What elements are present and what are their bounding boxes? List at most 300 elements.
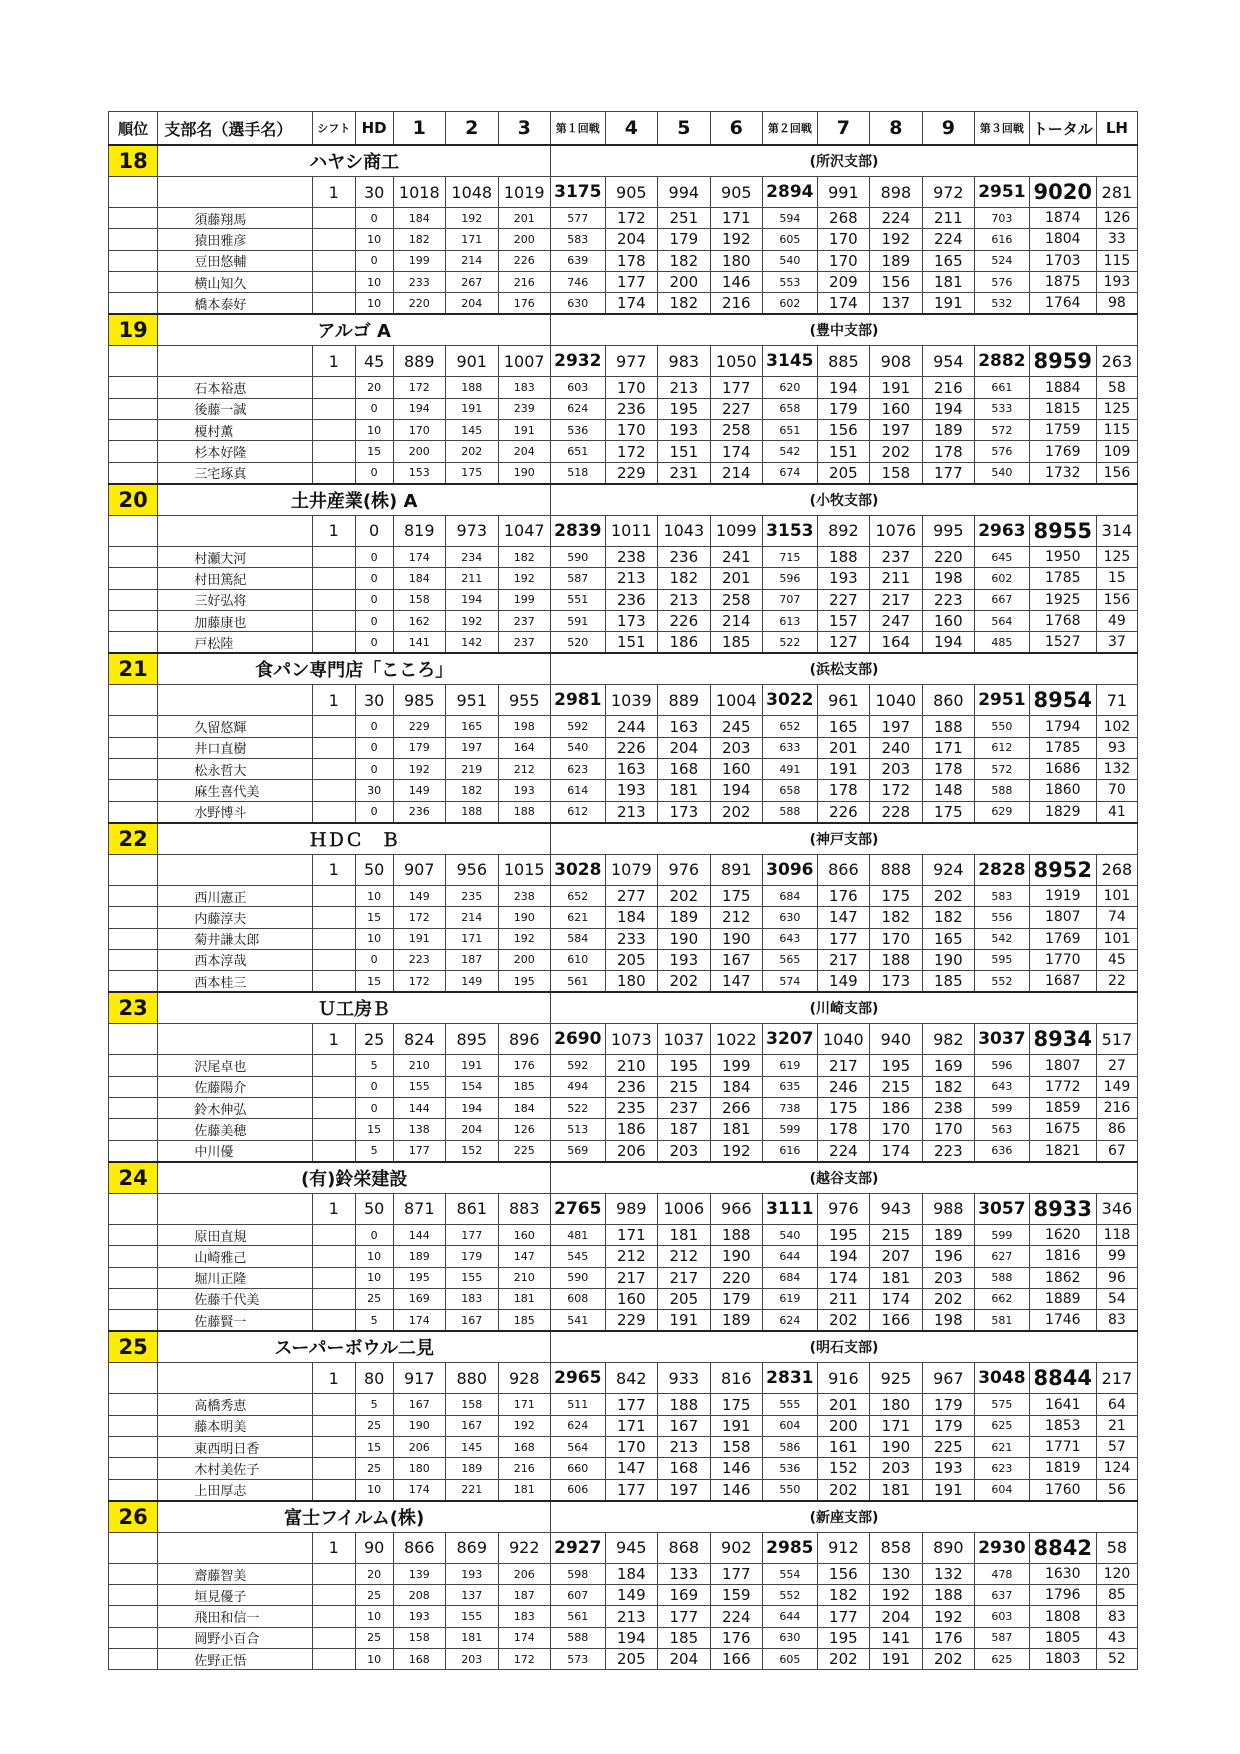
team-round-3: 3048 (975, 1363, 1030, 1394)
player-game: 210 (605, 1055, 657, 1076)
player-round-3: 556 (975, 907, 1030, 928)
player-game: 229 (393, 716, 445, 737)
player-game: 146 (710, 1479, 762, 1501)
player-shift-empty (312, 462, 355, 484)
player-game: 133 (658, 1563, 710, 1584)
player-shift-empty (312, 737, 355, 758)
player-game: 239 (498, 398, 550, 419)
player-name: 高橋秀恵 (158, 1394, 312, 1415)
player-row (109, 1436, 1138, 1457)
player-game: 173 (605, 610, 657, 631)
player-game: 251 (658, 208, 710, 229)
player-round-1: 651 (550, 441, 605, 462)
player-game: 214 (710, 462, 762, 484)
player-game: 236 (605, 589, 657, 610)
player-game: 176 (710, 1627, 762, 1648)
player-round-2: 605 (763, 1649, 818, 1670)
player-row (109, 1563, 1138, 1584)
team-game: 1037 (658, 1024, 710, 1055)
player-game: 130 (870, 1563, 922, 1584)
player-game: 141 (393, 632, 445, 654)
player-total: 1687 (1029, 971, 1096, 993)
player-lh: 86 (1096, 1119, 1137, 1140)
player-game: 174 (393, 546, 445, 567)
player-name: 佐藤美穂 (158, 1119, 312, 1140)
player-name: 東西明日香 (158, 1436, 312, 1457)
player-total: 1760 (1029, 1479, 1096, 1501)
player-game: 171 (605, 1224, 657, 1245)
player-lh: 41 (1096, 801, 1137, 823)
player-game: 157 (817, 610, 869, 631)
player-hd: 10 (355, 885, 393, 906)
player-lh: 101 (1096, 928, 1137, 949)
player-game: 233 (605, 928, 657, 949)
team-lh: 263 (1096, 346, 1137, 377)
player-total: 1874 (1029, 208, 1096, 229)
player-game: 198 (922, 1310, 974, 1332)
player-game: 183 (446, 1288, 498, 1309)
player-round-2: 644 (763, 1606, 818, 1627)
player-row (109, 1140, 1138, 1162)
player-round-2: 522 (763, 632, 818, 654)
player-game: 147 (817, 907, 869, 928)
player-total: 1785 (1029, 737, 1096, 758)
player-game: 181 (498, 1479, 550, 1501)
player-hd: 15 (355, 441, 393, 462)
player-lh: 149 (1096, 1076, 1137, 1097)
player-shift-empty (312, 1098, 355, 1119)
team-total-row (109, 1024, 1138, 1055)
player-game: 137 (446, 1585, 498, 1606)
player-round-1: 584 (550, 928, 605, 949)
player-total: 1803 (1029, 1649, 1096, 1670)
player-game: 184 (498, 1098, 550, 1119)
player-round-2: 553 (763, 271, 818, 292)
player-rank-empty (109, 1224, 158, 1245)
team-game: 922 (498, 1532, 550, 1563)
team-game: 871 (393, 1193, 445, 1224)
player-game: 224 (710, 1606, 762, 1627)
player-round-2: 630 (763, 1627, 818, 1648)
team-round-2: 2894 (763, 177, 818, 208)
player-game: 189 (870, 250, 922, 271)
player-game: 188 (922, 716, 974, 737)
player-round-1: 660 (550, 1458, 605, 1479)
team-header-row (109, 823, 1138, 855)
player-name: 内藤淳夫 (158, 907, 312, 928)
player-name: 西本淳哉 (158, 949, 312, 970)
player-game: 258 (710, 589, 762, 610)
player-hd: 0 (355, 1224, 393, 1245)
player-game: 202 (658, 971, 710, 993)
player-round-2: 613 (763, 610, 818, 631)
player-game: 202 (870, 441, 922, 462)
player-game: 174 (870, 1288, 922, 1309)
player-hd: 20 (355, 377, 393, 398)
team-header-row (109, 314, 1138, 346)
player-name: 猿田雅彦 (158, 229, 312, 250)
player-round-3: 478 (975, 1563, 1030, 1584)
player-game: 204 (446, 1119, 498, 1140)
player-round-2: 574 (763, 971, 818, 993)
player-game: 188 (922, 1585, 974, 1606)
player-round-2: 536 (763, 1458, 818, 1479)
player-game: 233 (393, 271, 445, 292)
team-lh: 517 (1096, 1024, 1137, 1055)
player-round-1: 561 (550, 971, 605, 993)
player-shift-empty (312, 801, 355, 823)
player-game: 213 (658, 377, 710, 398)
player-game: 212 (605, 1246, 657, 1267)
player-game: 190 (498, 907, 550, 928)
player-name: 松永哲大 (158, 759, 312, 780)
player-round-1: 561 (550, 1606, 605, 1627)
player-round-3: 602 (975, 568, 1030, 589)
player-hd: 0 (355, 949, 393, 970)
player-round-1: 564 (550, 1436, 605, 1457)
player-game: 184 (393, 208, 445, 229)
player-game: 211 (870, 568, 922, 589)
player-game: 188 (870, 949, 922, 970)
player-shift-empty (312, 949, 355, 970)
player-game: 171 (605, 1415, 657, 1436)
player-round-2: 715 (763, 546, 818, 567)
player-hd: 10 (355, 928, 393, 949)
player-total: 1808 (1029, 1606, 1096, 1627)
player-game: 235 (446, 885, 498, 906)
total-rank-empty (109, 1363, 158, 1394)
player-rank-empty (109, 1076, 158, 1097)
player-game: 185 (658, 1627, 710, 1648)
player-game: 177 (605, 1394, 657, 1415)
team-total: 8934 (1029, 1024, 1096, 1055)
player-row (109, 208, 1138, 229)
player-hd: 0 (355, 398, 393, 419)
player-rank-empty (109, 1140, 158, 1162)
player-game: 192 (498, 1415, 550, 1436)
player-shift-empty (312, 1267, 355, 1288)
player-hd: 25 (355, 1415, 393, 1436)
player-game: 148 (922, 780, 974, 801)
player-shift-empty (312, 971, 355, 993)
player-game: 172 (393, 377, 445, 398)
player-game: 156 (870, 271, 922, 292)
team-round-3: 2828 (975, 854, 1030, 885)
header-name: 支部名（選手名） (158, 112, 312, 146)
player-name: 井口直樹 (158, 737, 312, 758)
player-shift-empty (312, 759, 355, 780)
total-name-empty (158, 854, 312, 885)
team-game: 819 (393, 515, 445, 546)
player-hd: 15 (355, 971, 393, 993)
player-name: 藤本明美 (158, 1415, 312, 1436)
player-game: 197 (446, 737, 498, 758)
player-lh: 43 (1096, 1627, 1137, 1648)
player-round-1: 511 (550, 1394, 605, 1415)
player-hd: 10 (355, 1649, 393, 1670)
player-name: 西本桂三 (158, 971, 312, 993)
team-game: 1040 (817, 1024, 869, 1055)
player-game: 170 (605, 1436, 657, 1457)
team-total-row (109, 854, 1138, 885)
player-total: 1807 (1029, 1055, 1096, 1076)
player-game: 163 (605, 759, 657, 780)
player-round-3: 588 (975, 1267, 1030, 1288)
player-lh: 132 (1096, 759, 1137, 780)
player-round-3: 604 (975, 1479, 1030, 1501)
player-rank-empty (109, 1649, 158, 1670)
player-name: 榎村薫 (158, 420, 312, 441)
team-shift: 1 (312, 854, 355, 885)
player-game: 216 (498, 1458, 550, 1479)
player-game: 205 (658, 1288, 710, 1309)
player-game: 172 (393, 907, 445, 928)
player-game: 174 (498, 1627, 550, 1648)
player-game: 156 (817, 1563, 869, 1584)
total-name-empty (158, 1532, 312, 1563)
player-rank-empty (109, 759, 158, 780)
player-game: 181 (710, 1119, 762, 1140)
player-game: 191 (498, 420, 550, 441)
player-round-3: 621 (975, 1436, 1030, 1457)
player-name: 横山知久 (158, 271, 312, 292)
player-lh: 125 (1096, 398, 1137, 419)
player-row (109, 250, 1138, 271)
player-game: 195 (817, 1224, 869, 1245)
player-game: 147 (710, 971, 762, 993)
player-round-3: 572 (975, 759, 1030, 780)
player-hd: 30 (355, 780, 393, 801)
player-lh: 83 (1096, 1606, 1137, 1627)
player-game: 177 (817, 928, 869, 949)
player-game: 210 (498, 1267, 550, 1288)
team-round-3: 2951 (975, 685, 1030, 716)
team-game: 1073 (605, 1024, 657, 1055)
player-round-1: 522 (550, 1098, 605, 1119)
player-game: 192 (870, 229, 922, 250)
player-game: 195 (658, 398, 710, 419)
player-total: 1772 (1029, 1076, 1096, 1097)
player-rank-empty (109, 1310, 158, 1332)
player-rank-empty (109, 1288, 158, 1309)
player-game: 206 (605, 1140, 657, 1162)
player-shift-empty (312, 1055, 355, 1076)
player-game: 193 (393, 1606, 445, 1627)
player-hd: 0 (355, 462, 393, 484)
branch-name: (豊中支部) (550, 314, 1137, 346)
player-game: 158 (870, 462, 922, 484)
team-game: 991 (817, 177, 869, 208)
player-shift-empty (312, 1119, 355, 1140)
table-header (109, 112, 1138, 146)
player-name: 村田篤紀 (158, 568, 312, 589)
rank-badge: 18 (109, 145, 158, 177)
player-game: 179 (922, 1415, 974, 1436)
total-rank-empty (109, 177, 158, 208)
player-game: 191 (870, 377, 922, 398)
player-hd: 15 (355, 1436, 393, 1457)
player-game: 211 (817, 1288, 869, 1309)
player-game: 181 (922, 271, 974, 292)
player-round-2: 550 (763, 1479, 818, 1501)
player-game: 194 (446, 589, 498, 610)
player-game: 160 (710, 759, 762, 780)
player-name: 岡野小百合 (158, 1627, 312, 1648)
player-game: 184 (605, 907, 657, 928)
player-game: 203 (658, 1140, 710, 1162)
team-round-3: 3037 (975, 1024, 1030, 1055)
player-row (109, 1627, 1138, 1648)
player-hd: 0 (355, 759, 393, 780)
player-game: 144 (393, 1224, 445, 1245)
team-round-3: 2963 (975, 515, 1030, 546)
team-lh: 71 (1096, 685, 1137, 716)
player-game: 189 (658, 907, 710, 928)
team-hd: 90 (355, 1532, 393, 1563)
player-hd: 10 (355, 1267, 393, 1288)
player-game: 236 (393, 801, 445, 823)
player-rank-empty (109, 610, 158, 631)
player-round-1: 621 (550, 907, 605, 928)
player-hd: 10 (355, 293, 393, 315)
team-game: 982 (922, 1024, 974, 1055)
player-lh: 98 (1096, 293, 1137, 315)
player-name: 佐藤陽介 (158, 1076, 312, 1097)
player-game: 173 (658, 801, 710, 823)
header-round-2: 第２回戦 (763, 112, 818, 146)
player-game: 183 (498, 1606, 550, 1627)
header-game-7: 7 (817, 112, 869, 146)
team-total: 8952 (1029, 854, 1096, 885)
player-game: 190 (710, 1246, 762, 1267)
player-lh: 70 (1096, 780, 1137, 801)
player-row (109, 1055, 1138, 1076)
player-game: 212 (498, 759, 550, 780)
player-game: 213 (658, 589, 710, 610)
player-game: 145 (446, 1436, 498, 1457)
player-game: 151 (817, 441, 869, 462)
team-game: 908 (870, 346, 922, 377)
player-shift-empty (312, 271, 355, 292)
player-lh: 15 (1096, 568, 1137, 589)
team-game: 880 (446, 1363, 498, 1394)
player-game: 176 (922, 1627, 974, 1648)
player-game: 178 (817, 1119, 869, 1140)
team-game: 972 (922, 177, 974, 208)
player-row (109, 1585, 1138, 1606)
player-game: 132 (922, 1563, 974, 1584)
player-game: 181 (658, 780, 710, 801)
player-round-3: 564 (975, 610, 1030, 631)
player-lh: 54 (1096, 1288, 1137, 1309)
team-round-2: 2985 (763, 1532, 818, 1563)
player-shift-empty (312, 1076, 355, 1097)
total-rank-empty (109, 1024, 158, 1055)
team-game: 1076 (870, 515, 922, 546)
branch-name: (神戸支部) (550, 823, 1137, 855)
team-shift: 1 (312, 1363, 355, 1394)
player-round-2: 542 (763, 441, 818, 462)
player-row (109, 759, 1138, 780)
player-game: 198 (498, 716, 550, 737)
player-rank-empty (109, 546, 158, 567)
player-game: 155 (393, 1076, 445, 1097)
player-round-3: 623 (975, 1458, 1030, 1479)
player-total: 1769 (1029, 928, 1096, 949)
player-total: 1860 (1029, 780, 1096, 801)
player-game: 227 (710, 398, 762, 419)
player-row (109, 801, 1138, 823)
player-name: 垣見優子 (158, 1585, 312, 1606)
player-game: 167 (446, 1415, 498, 1436)
player-lh: 56 (1096, 1479, 1137, 1501)
branch-name: (川崎支部) (550, 992, 1137, 1024)
player-game: 201 (817, 737, 869, 758)
player-round-1: 481 (550, 1224, 605, 1245)
player-round-1: 591 (550, 610, 605, 631)
team-game: 1019 (498, 177, 550, 208)
team-game: 989 (605, 1193, 657, 1224)
player-game: 198 (922, 568, 974, 589)
player-game: 182 (658, 250, 710, 271)
player-round-2: 552 (763, 1585, 818, 1606)
player-hd: 5 (355, 1140, 393, 1162)
player-shift-empty (312, 928, 355, 949)
player-round-1: 518 (550, 462, 605, 484)
player-game: 188 (710, 1224, 762, 1245)
player-round-2: 596 (763, 568, 818, 589)
team-game: 956 (446, 854, 498, 885)
player-round-2: 540 (763, 250, 818, 271)
player-row (109, 462, 1138, 484)
player-row (109, 1098, 1138, 1119)
player-game: 168 (658, 1458, 710, 1479)
player-round-3: 667 (975, 589, 1030, 610)
player-round-1: 587 (550, 568, 605, 589)
player-shift-empty (312, 780, 355, 801)
player-game: 211 (446, 568, 498, 589)
player-hd: 15 (355, 1119, 393, 1140)
team-total-row (109, 685, 1138, 716)
player-row (109, 610, 1138, 631)
player-round-1: 623 (550, 759, 605, 780)
player-game: 170 (605, 377, 657, 398)
player-game: 228 (870, 801, 922, 823)
player-game: 192 (710, 1140, 762, 1162)
team-total-row (109, 346, 1138, 377)
player-round-2: 633 (763, 737, 818, 758)
player-round-3: 532 (975, 293, 1030, 315)
player-name: 佐藤千代美 (158, 1288, 312, 1309)
player-game: 180 (870, 1394, 922, 1415)
player-game: 165 (922, 250, 974, 271)
player-game: 229 (605, 1310, 657, 1332)
player-row (109, 1288, 1138, 1309)
player-game: 182 (817, 1585, 869, 1606)
player-rank-empty (109, 589, 158, 610)
player-game: 192 (498, 928, 550, 949)
team-game: 933 (658, 1363, 710, 1394)
player-game: 147 (605, 1458, 657, 1479)
player-game: 205 (817, 462, 869, 484)
player-game: 201 (498, 208, 550, 229)
player-game: 193 (658, 949, 710, 970)
player-game: 189 (922, 420, 974, 441)
player-game: 190 (922, 949, 974, 970)
player-round-1: 606 (550, 1479, 605, 1501)
player-round-2: 594 (763, 208, 818, 229)
player-game: 207 (870, 1246, 922, 1267)
